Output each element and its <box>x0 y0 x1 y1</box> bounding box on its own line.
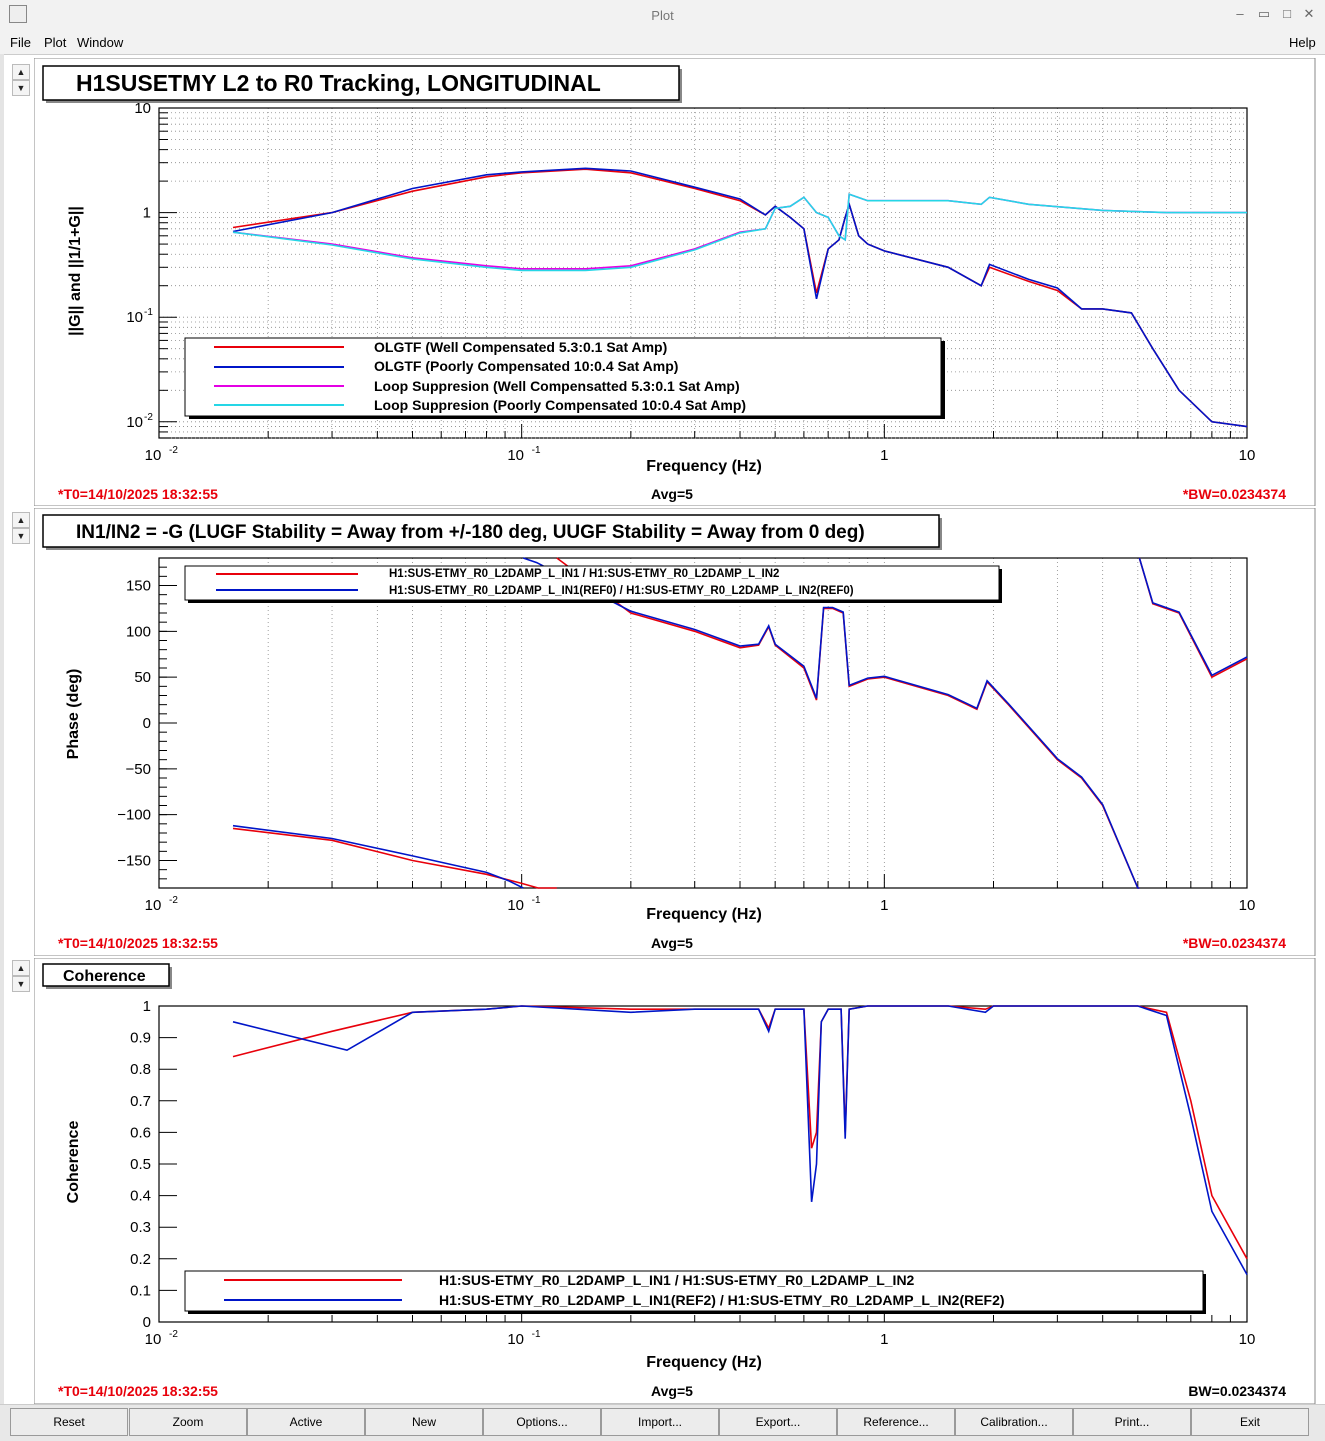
x-tick-label: 10 <box>507 1331 525 1348</box>
y-tick-label: 0.1 <box>130 1282 151 1300</box>
status-t0: *T0=14/10/2025 18:32:55 <box>58 935 218 951</box>
legend-entry: Loop Suppresion (Well Compensatted 5.3:0.1 Sat Amp) <box>374 378 740 394</box>
x-tick-exponent: -1 <box>531 445 541 456</box>
active-button[interactable]: Active <box>247 1408 365 1436</box>
y-tick-label: 0.3 <box>130 1219 151 1237</box>
new-button[interactable]: New <box>365 1408 483 1436</box>
y-tick-label: 10 <box>126 309 143 327</box>
reset-button[interactable]: Reset <box>10 1408 128 1436</box>
options-button[interactable]: Options... <box>483 1408 601 1436</box>
x-axis-label: Frequency (Hz) <box>646 458 762 475</box>
menu-plot[interactable]: Plot <box>44 35 67 50</box>
x-tick-label: 10 <box>507 447 525 464</box>
y-tick-label: 50 <box>134 669 151 687</box>
import-button[interactable]: Import... <box>601 1408 719 1436</box>
y-tick-label: 1 <box>142 204 151 222</box>
y-tick-label: 0.5 <box>130 1156 151 1173</box>
y-tick-label: 100 <box>125 623 151 641</box>
x-tick-exponent: -2 <box>169 445 178 456</box>
x-tick-label: 10 <box>507 897 525 914</box>
arrow-down-icon[interactable]: ▼ <box>12 528 30 544</box>
y-tick-label: 0.4 <box>130 1187 151 1205</box>
x-axis-label: Frequency (Hz) <box>646 906 762 923</box>
arrow-down-icon[interactable]: ▼ <box>12 976 30 992</box>
x-tick-label: 10 <box>1238 1331 1256 1348</box>
legend-entry: H1:SUS-ETMY_R0_L2DAMP_L_IN1 / H1:SUS-ETMY_R0_L2DAMP_L_IN2 <box>389 568 780 580</box>
arrow-down-icon[interactable]: ▼ <box>12 80 30 96</box>
x-tick-label: 1 <box>880 447 889 464</box>
status-bw: BW=0.0234374 <box>1188 1383 1286 1399</box>
calibration-button[interactable]: Calibration... <box>955 1408 1073 1436</box>
maximize-icon[interactable]: □ <box>1283 6 1291 21</box>
plot-panel-coherence <box>10 958 1315 1404</box>
y-tick-label: 0.8 <box>130 1061 151 1079</box>
y-tick-label: −100 <box>117 806 151 824</box>
y-tick-label: 150 <box>125 577 151 595</box>
panel-title: IN1/IN2 = -G (LUGF Stability = Away from +/-180 deg, UUGF Stability = Away from 0 deg) <box>76 522 865 543</box>
status-bw: *BW=0.0234374 <box>1182 486 1286 502</box>
y-tick-label: 0 <box>142 715 151 732</box>
close-icon[interactable]: ✕ <box>1303 6 1315 21</box>
x-tick-label: 1 <box>880 1331 889 1348</box>
panel-title: H1SUSETMY L2 to R0 Tracking, LONGITUDINAL <box>76 70 601 96</box>
menu-help[interactable]: Help <box>1289 35 1316 50</box>
exit-button[interactable]: Exit <box>1191 1408 1309 1436</box>
panel-title: Coherence <box>63 968 146 985</box>
y-tick-label: 10 <box>134 100 151 117</box>
shade-icon[interactable]: ▭ <box>1257 6 1271 21</box>
status-avg: Avg=5 <box>651 1383 693 1399</box>
y-tick-exponent: -1 <box>144 307 153 319</box>
window-title: Plot <box>651 8 674 23</box>
coherence-chart[interactable] <box>34 958 1325 1404</box>
legend-entry: H1:SUS-ETMY_R0_L2DAMP_L_IN1 / H1:SUS-ETMY_R0_L2DAMP_L_IN2 <box>439 1272 915 1288</box>
export-button[interactable]: Export... <box>719 1408 837 1436</box>
y-tick-exponent: -2 <box>144 411 153 423</box>
minimize-icon[interactable]: – <box>1236 6 1244 21</box>
plot-panel-phase <box>10 508 1315 956</box>
legend-entry: H1:SUS-ETMY_R0_L2DAMP_L_IN1(REF0) / H1:SUS-ETMY_R0_L2DAMP_L_IN2(REF0) <box>389 585 854 597</box>
legend-entry: Loop Suppresion (Poorly Compensated 10:0.4 Sat Amp) <box>374 397 747 413</box>
left-gutter <box>0 54 4 1404</box>
x-tick-exponent: -1 <box>531 895 541 906</box>
legend-entry: OLGTF (Poorly Compensated 10:0.4 Sat Amp) <box>374 358 679 374</box>
window-titlebar <box>0 0 1325 31</box>
x-tick-label: 10 <box>144 1331 162 1348</box>
phase-chart[interactable] <box>34 508 1325 956</box>
arrow-up-icon[interactable]: ▲ <box>12 960 30 976</box>
y-axis-label: Coherence <box>65 1120 82 1204</box>
menu-window[interactable]: Window <box>77 35 124 50</box>
magnitude-chart[interactable] <box>34 58 1325 506</box>
y-tick-label: 0.9 <box>130 1029 151 1047</box>
status-t0: *T0=14/10/2025 18:32:55 <box>58 1383 218 1399</box>
y-axis-label: ||G|| and ||1/1+G|| <box>67 206 84 336</box>
print-button[interactable]: Print... <box>1073 1408 1191 1436</box>
menu-bar <box>0 30 1325 55</box>
y-tick-label: 0.6 <box>130 1124 151 1142</box>
y-tick-label: −150 <box>117 852 151 870</box>
status-t0: *T0=14/10/2025 18:32:55 <box>58 486 218 502</box>
x-tick-exponent: -2 <box>169 895 178 906</box>
arrow-up-icon[interactable]: ▲ <box>12 64 30 80</box>
x-tick-exponent: -1 <box>531 1329 541 1340</box>
y-tick-label: 0 <box>142 1314 151 1331</box>
y-tick-label: 10 <box>126 413 143 431</box>
menu-file[interactable]: File <box>10 35 31 50</box>
y-axis-label: Phase (deg) <box>65 668 82 760</box>
x-tick-label: 10 <box>144 447 162 464</box>
x-tick-label: 1 <box>880 897 889 914</box>
reference-button[interactable]: Reference... <box>837 1408 955 1436</box>
x-tick-label: 10 <box>1238 897 1256 914</box>
x-axis-label: Frequency (Hz) <box>646 1354 762 1371</box>
status-avg: Avg=5 <box>651 486 693 502</box>
legend-entry: OLGTF (Well Compensated 5.3:0.1 Sat Amp) <box>374 339 668 355</box>
x-tick-exponent: -2 <box>169 1329 178 1340</box>
y-tick-label: −50 <box>125 760 151 778</box>
status-avg: Avg=5 <box>651 935 693 951</box>
legend-entry: H1:SUS-ETMY_R0_L2DAMP_L_IN1(REF2) / H1:SUS-ETMY_R0_L2DAMP_L_IN2(REF2) <box>439 1292 1005 1308</box>
arrow-up-icon[interactable]: ▲ <box>12 512 30 528</box>
status-bw: *BW=0.0234374 <box>1182 935 1286 951</box>
zoom-button[interactable]: Zoom <box>129 1408 247 1436</box>
button-bar <box>0 1404 1325 1441</box>
y-tick-label: 1 <box>142 998 151 1015</box>
y-tick-label: 0.2 <box>130 1250 151 1268</box>
y-tick-label: 0.7 <box>130 1092 151 1110</box>
plot-panel-magnitude <box>10 58 1315 506</box>
x-tick-label: 10 <box>144 897 162 914</box>
x-tick-label: 10 <box>1238 447 1256 464</box>
